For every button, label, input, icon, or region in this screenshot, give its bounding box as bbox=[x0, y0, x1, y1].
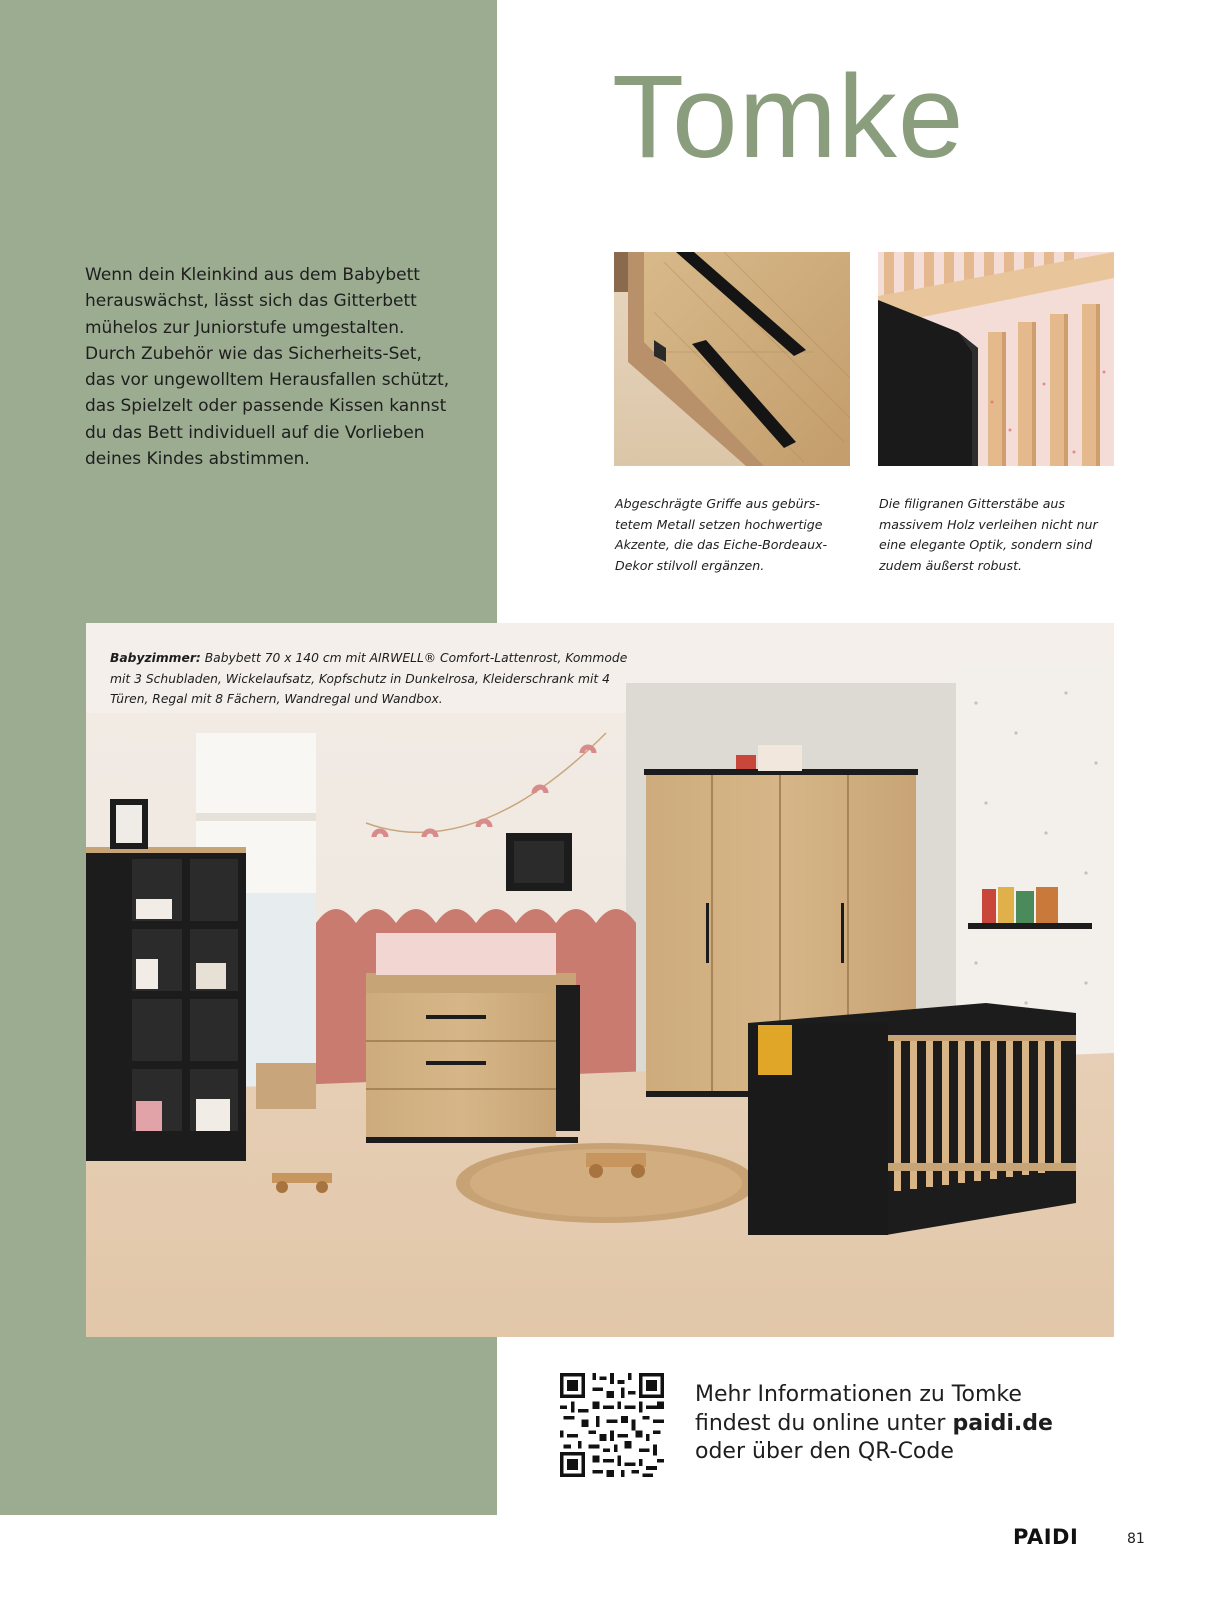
room-caption-label: Babyzimmer: bbox=[110, 651, 201, 665]
more-info-line2-prefix: findest du online unter bbox=[695, 1410, 953, 1436]
room-caption-text: Babybett 70 x 140 cm mit AIRWELL® Comfort-Lattenrost, Kommode mit 3 Schubladen, Wickelaufsatz, Kopfschutz in Dunkelrosa, Kleiderschrank mit 4 Türen, Regal mit 8 Fächern, Wandregal und Wandbox. bbox=[110, 651, 628, 706]
page-number: 81 bbox=[1127, 1531, 1145, 1547]
intro-text: Wenn dein Kleinkind aus dem Babybett herauswächst, lässt sich das Gitterbett mühelos zur Juniorstufe umgestalten. Durch Zubehör wie das Sicherheits-Set, das vor ungewolltem Herausfallen schützt, das Spielzelt oder passende Kissen kannst du das Bett individuell auf die Vorlieben deines Kindes abstimmen. bbox=[85, 265, 450, 470]
handles-caption: Abgeschrägte Griffe aus gebürs-tetem Metall setzen hochwertige Akzente, die das Eiche-Bordeaux-Dekor stilvoll ergänzen. bbox=[615, 496, 828, 573]
handles-detail-photo bbox=[614, 252, 850, 466]
more-info-text bbox=[695, 1381, 1095, 1467]
more-info-line1: Mehr Informationen zu Tomke bbox=[695, 1382, 1022, 1407]
page-title: Tomke bbox=[612, 51, 965, 183]
room-caption bbox=[110, 648, 630, 710]
crib-bars-caption: Die filigranen Gitterstäbe aus massivem Holz verleihen nicht nur eine elegante Optik, sondern sind zudem äußerst robust. bbox=[879, 496, 1098, 573]
crib-bars-detail-photo bbox=[878, 252, 1114, 466]
paidi-logo: PAIDI bbox=[1013, 1525, 1079, 1549]
nursery-room-photo bbox=[86, 623, 1114, 1337]
more-info-line3: oder über den QR-Code bbox=[695, 1439, 954, 1464]
qr-code[interactable] bbox=[560, 1373, 664, 1477]
website-link[interactable]: paidi.de bbox=[952, 1410, 1053, 1436]
